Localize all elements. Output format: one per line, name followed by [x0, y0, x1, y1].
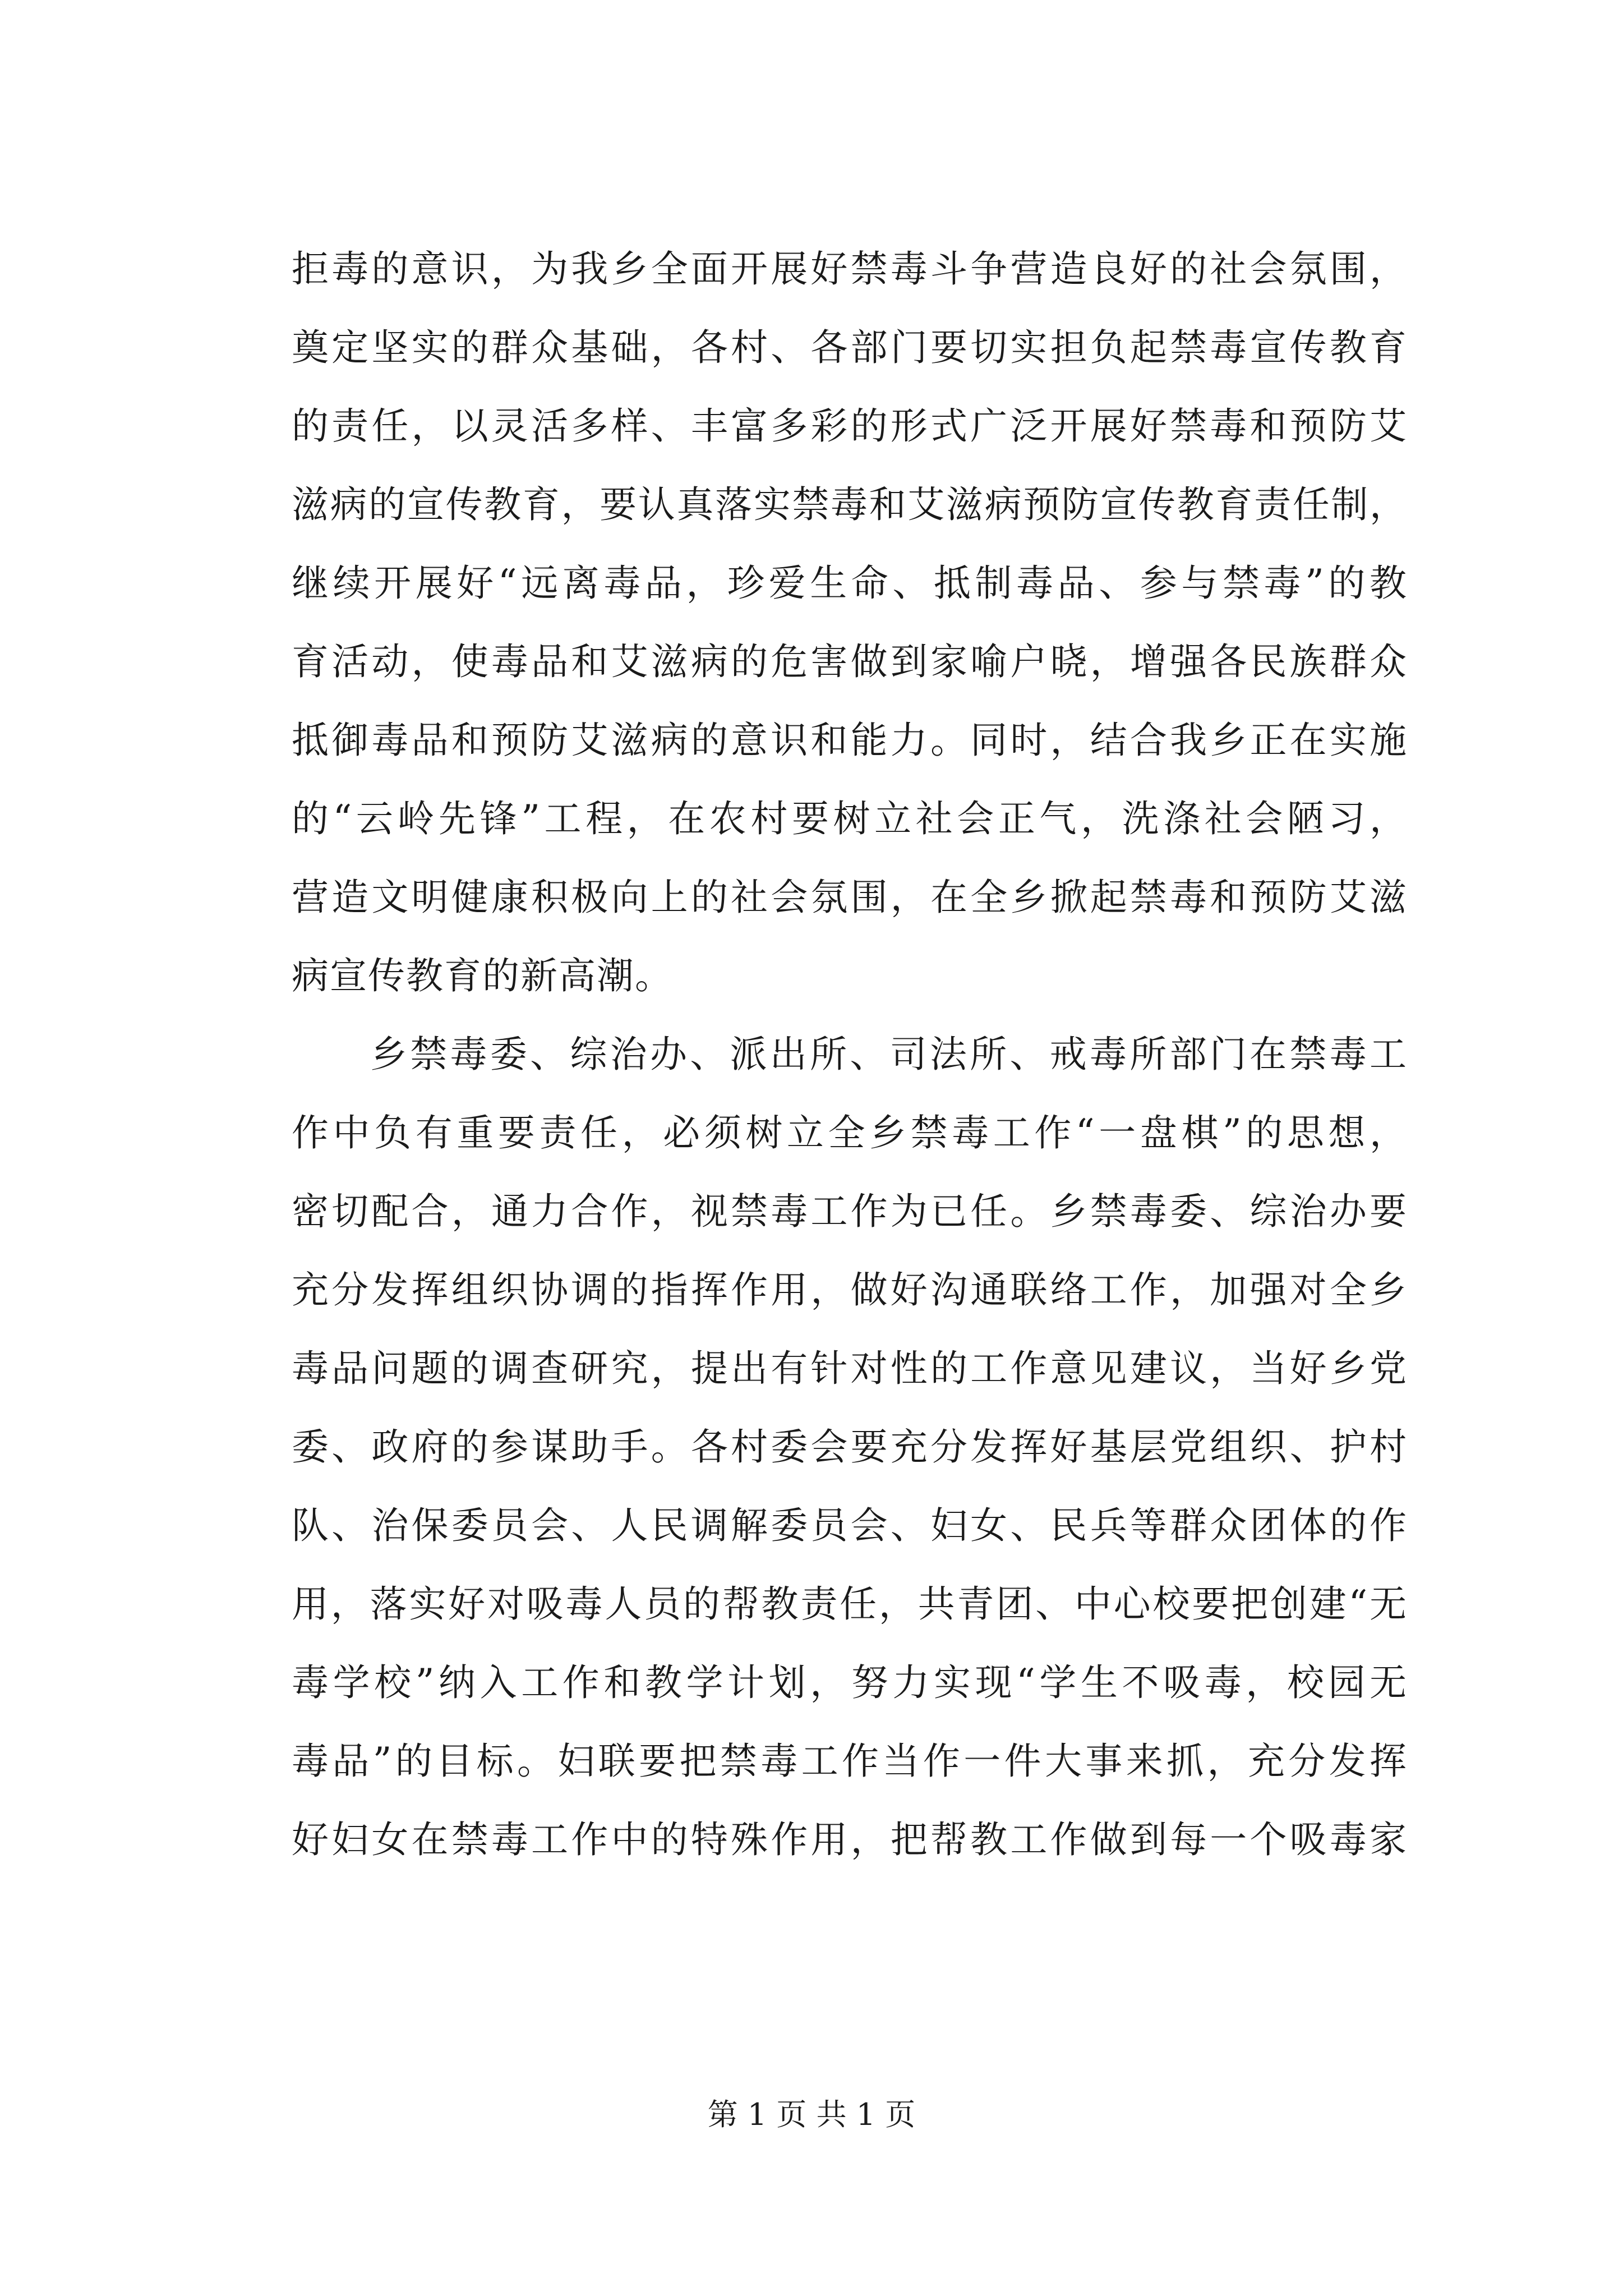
text-line: 用，落实好对吸毒人员的帮教责任，共青团、中心校要把创建“无 — [292, 1582, 1408, 1626]
text-line: 拒毒的意识，为我乡全面开展好禁毒斗争营造良好的社会氛围， — [292, 247, 1408, 291]
text-line: 抵御毒品和预防艾滋病的意识和能力。同时，结合我乡正在实施 — [292, 719, 1408, 762]
text-line: 好妇女在禁毒工作中的特殊作用，把帮教工作做到每一个吸毒家 — [292, 1818, 1408, 1861]
text-line: 育活动，使毒品和艾滋病的危害做到家喻户晓，增强各民族群众 — [292, 640, 1408, 683]
text-line: 毒学校”纳入工作和教学计划，努力实现“学生不吸毒，校园无 — [292, 1661, 1408, 1704]
text-line: 委、政府的参谋助手。各村委会要充分发挥好基层党组织、护村 — [292, 1425, 1408, 1469]
text-line: 奠定坚实的群众基础，各村、各部门要切实担负起禁毒宣传教育 — [292, 326, 1408, 369]
text-line: 密切配合，通力合作，视禁毒工作为已任。乡禁毒委、综治办要 — [292, 1190, 1408, 1233]
document-body — [292, 230, 1408, 1879]
paragraph-1 — [292, 230, 1408, 1015]
text-line: 毒品”的目标。妇联要把禁毒工作当作一件大事来抓，充分发挥 — [292, 1740, 1408, 1783]
text-line: 继续开展好“远离毒品，珍爱生命、抵制毒品、参与禁毒”的教 — [292, 562, 1408, 605]
text-line: 的责任，以灵活多样、丰富多彩的形式广泛开展好禁毒和预防艾 — [292, 404, 1408, 448]
text-line: 滋病的宣传教育，要认真落实禁毒和艾滋病预防宣传教育责任制， — [292, 483, 1408, 526]
text-line: 病宣传教育的新高潮。 — [292, 954, 673, 997]
paragraph-2 — [292, 1015, 1408, 1879]
text-line: 毒品问题的调查研究，提出有针对性的工作意见建议，当好乡党 — [292, 1347, 1408, 1390]
text-line: 营造文明健康积极向上的社会氛围，在全乡掀起禁毒和预防艾滋 — [292, 876, 1408, 919]
text-line: 充分发挥组织协调的指挥作用，做好沟通联络工作，加强对全乡 — [292, 1268, 1408, 1312]
text-line: 队、治保委员会、人民调解委员会、妇女、民兵等群众团体的作 — [292, 1504, 1408, 1547]
text-line: 乡禁毒委、综治办、派出所、司法所、戒毒所部门在禁毒工 — [370, 1033, 1408, 1076]
page-footer: 第 1 页 共 1 页 — [707, 2097, 916, 2132]
text-line: 作中负有重要责任，必须树立全乡禁毒工作“一盘棋”的思想， — [292, 1111, 1408, 1154]
text-line: 的“云岭先锋”工程，在农村要树立社会正气，洗涤社会陋习， — [292, 797, 1408, 840]
